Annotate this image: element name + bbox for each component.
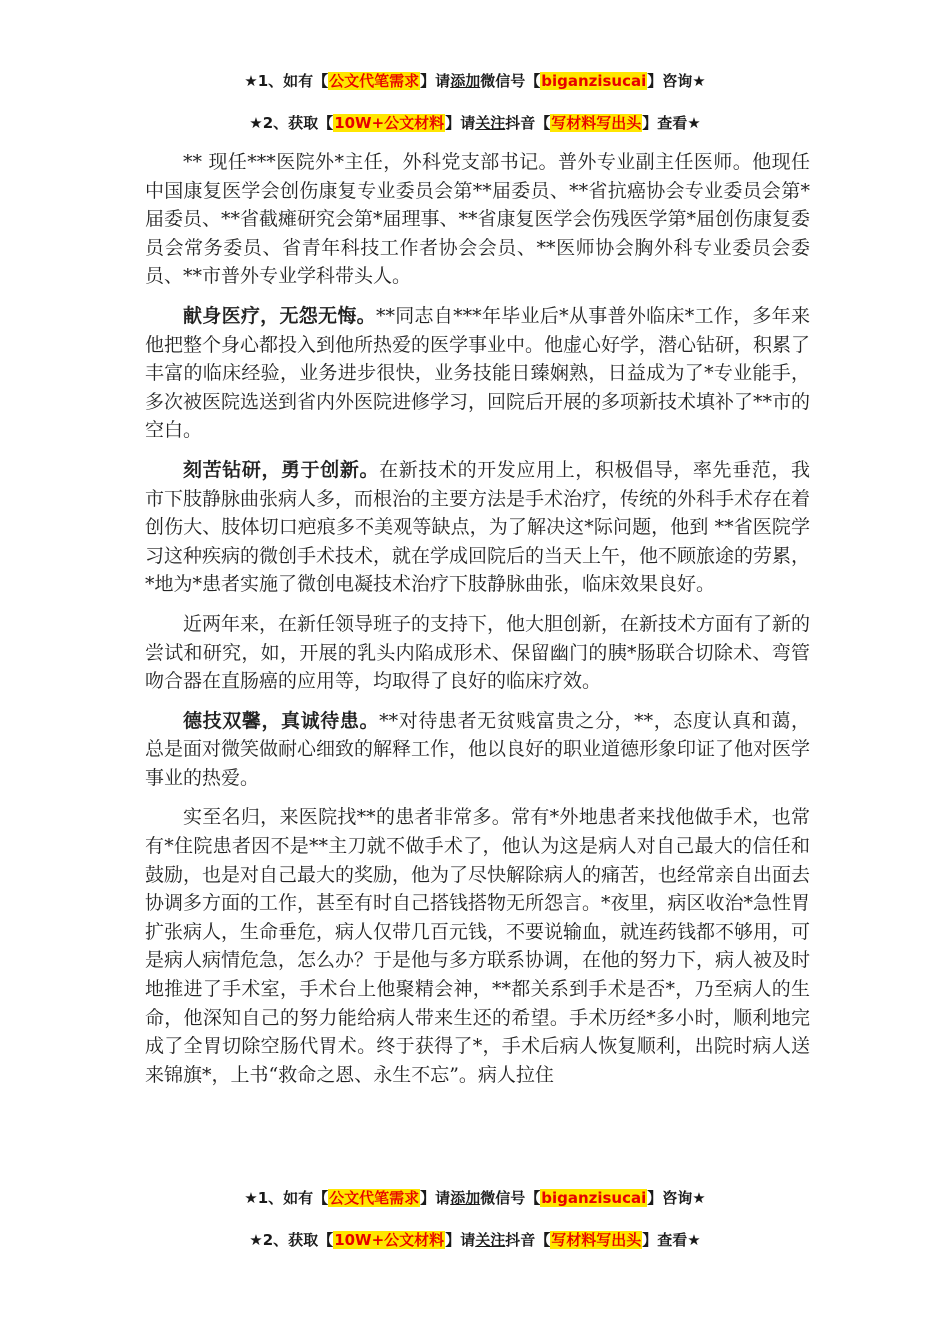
promo-text: 】请 bbox=[445, 114, 476, 132]
promo-highlight: biganzisucai bbox=[541, 72, 647, 90]
promo-text: 】请 bbox=[420, 72, 451, 90]
promo-text: 】咨询★ bbox=[647, 72, 706, 90]
promo-text: 】查看★ bbox=[642, 1231, 701, 1249]
paragraph bbox=[145, 610, 810, 696]
promo-text: ★1、如有【 bbox=[244, 72, 329, 90]
promo-highlight: 10W+公文材料 bbox=[334, 114, 445, 132]
promo-text: 抖音【 bbox=[505, 114, 551, 132]
promo-underline: 添加 bbox=[450, 1189, 481, 1207]
promo-text: 】请 bbox=[420, 1189, 451, 1207]
paragraph-text: 近两年来，在新任领导班子的支持下，他大胆创新，在新技术方面有了新的尝试和研究，如，开展的乳头内陷成形术、保留幽门的胰*肠联合切除术、弯管吻合器在直肠癌的应用等，均取得了良好的临床疗效。 bbox=[145, 612, 811, 693]
paragraph-text: **同志自***年毕业后*从事普外临床*工作，多年来他把整个身心都投入到他所热爱的医学事业中。他虚心好学，潜心钻研，积累了丰富的临床经验，业务进步很快，业务技能日臻娴熟，日益成为了*专业能手，多次被医院选送到省内外医院进修学习，回院后开展的多项新技术填补了**市的空白。 bbox=[145, 304, 811, 442]
paragraph bbox=[145, 302, 810, 445]
paragraph bbox=[145, 148, 810, 291]
promo-text: 】咨询★ bbox=[647, 1189, 706, 1207]
promo-underline: 添加 bbox=[450, 72, 481, 90]
promo-text: ★2、获取【 bbox=[249, 114, 334, 132]
promo-banner-2 bbox=[0, 112, 950, 133]
paragraph bbox=[145, 707, 810, 793]
paragraph-text: 在新技术的开发应用上，积极倡导，率先垂范，我市下肢静脉曲张病人多，而根治的主要方法是手术治疗，传统的外科手术存在着创伤大、肢体切口疤痕多不美观等缺点，为了解决这*际问题，他到 **省医院学习这种疾病的微创手术技术，就在学成回院后的当天上午，他不顾旅途的劳累，*地为*患者实施了微创电凝技术治疗下肢静脉曲张，临床效果良好。 bbox=[145, 458, 811, 596]
paragraph bbox=[145, 456, 810, 599]
promo-text: ★2、获取【 bbox=[249, 1231, 334, 1249]
promo-banner-4 bbox=[0, 1229, 950, 1250]
promo-highlight: 写材料写出头 bbox=[551, 1231, 642, 1249]
promo-highlight: 10W+公文材料 bbox=[334, 1231, 445, 1249]
promo-banner-1 bbox=[0, 70, 950, 91]
promo-banner-3 bbox=[0, 1187, 950, 1208]
promo-underline: 关注 bbox=[475, 114, 506, 132]
paragraph-text: 实至名归，来医院找**的患者非常多。常有*外地患者来找他做手术，也常有*住院患者因不是**主刀就不做手术了，他认为这是病人对自己最大的信任和鼓励，也是对自己最大的奖励，他为了尽快解除病人的痛苦，也经常亲自出面去协调多方面的工作，甚至有时自己搭钱搭物无所怨言。*夜里，病区收治*急性胃扩张病人，生命垂危，病人仅带几百元钱，不要说输血，就连药钱都不够用，可是病人病情危急，怎么办？于是他与多方联系协调，在他的努力下，病人被及时地推进了手术室，手术台上他聚精会神，**都关系到手术是否*，乃至病人的生命，他深知自己的努力能给病人带来生还的希望。手术历经*多小时，顺利地完成了全胃切除空肠代胃术。终于获得了*，手术后病人恢复顺利，出院时病人送来锦旗*，上书“救命之恩、永生不忘”。病人拉住 bbox=[145, 806, 811, 1086]
paragraph-lead: 德技双馨，真诚待患。 bbox=[183, 709, 380, 732]
promo-text: 】请 bbox=[445, 1231, 476, 1249]
paragraph-lead: 刻苦钻研，勇于创新。 bbox=[183, 458, 380, 481]
paragraph-text: **对待患者无贫贱富贵之分，**，态度认真和蔼，总是面对微笑做耐心细致的解释工作，他以良好的职业道德形象印证了他对医学事业的热爱。 bbox=[145, 709, 811, 789]
promo-text: ★1、如有【 bbox=[244, 1189, 329, 1207]
promo-text: 抖音【 bbox=[505, 1231, 551, 1249]
paragraph-lead: 献身医疗，无怨无悔。 bbox=[183, 304, 376, 327]
promo-text: 微信号【 bbox=[480, 72, 541, 90]
promo-highlight: biganzisucai bbox=[541, 1189, 647, 1207]
promo-highlight: 公文代笔需求 bbox=[329, 72, 420, 90]
promo-underline: 关注 bbox=[475, 1231, 506, 1249]
promo-highlight: 写材料写出头 bbox=[551, 114, 642, 132]
promo-highlight: 公文代笔需求 bbox=[329, 1189, 420, 1207]
paragraph-text: ** 现任***医院外*主任，外科党支部书记。普外专业副主任医师。他现任中国康复医学会创伤康复专业委员会第**届委员、**省抗癌协会专业委员会第*届委员、**省截瘫研究会第*届理事、**省康复医学会伤残医学第*届创伤康复委员会常务委员、省青年科技工作者协会会员、**医师协会胸外科专业委员会委员、**市普外专业学科带头人。 bbox=[145, 151, 811, 288]
document-body bbox=[145, 148, 810, 1100]
paragraph bbox=[145, 803, 810, 1089]
promo-text: 微信号【 bbox=[480, 1189, 541, 1207]
promo-text: 】查看★ bbox=[642, 114, 701, 132]
